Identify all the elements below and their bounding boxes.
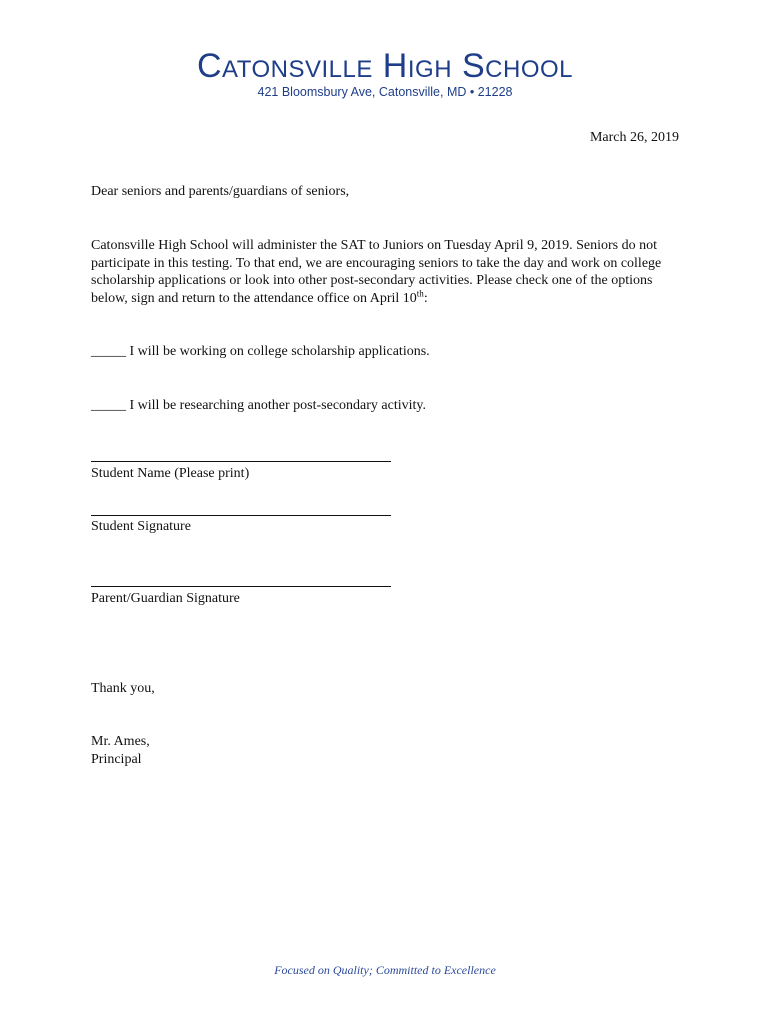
- option-post-secondary: _____ I will be researching another post-secondary activity.: [91, 398, 426, 413]
- parent-signature-label: Parent/Guardian Signature: [91, 591, 240, 606]
- closing: Thank you,: [91, 681, 155, 696]
- student-name-label: Student Name (Please print): [91, 466, 250, 481]
- letter-date: March 26, 2019: [589, 130, 679, 145]
- body-paragraph: [91, 237, 681, 307]
- school-name-heading: Catonsville High School: [196, 47, 574, 85]
- school-address: 421 Bloomsbury Ave, Catonsville, MD • 21228: [257, 85, 513, 99]
- signer-title: Principal: [91, 752, 142, 767]
- date-suffix: th: [416, 287, 424, 298]
- signer-name: Mr. Ames,: [91, 734, 150, 749]
- body-end: :: [423, 290, 428, 306]
- footer-motto: Focused on Quality; Committed to Excellence: [274, 963, 496, 977]
- parent-signature-line: [91, 586, 391, 587]
- student-signature-line: [91, 515, 391, 516]
- option-scholarship: _____ I will be working on college scholarship applications.: [91, 344, 430, 359]
- student-name-line: [91, 461, 391, 462]
- body-text: Catonsville High School will administer the SAT to Juniors on Tuesday April 9, 2019. Seniors do not participate in this testing. To that end, we are encouraging seniors to take the day and work on college scholarship applications or look into other post-secondary activities. Please check one of the options below, sign and return to the attendance office on April 10: [91, 238, 662, 306]
- salutation: Dear seniors and parents/guardians of seniors,: [91, 184, 350, 199]
- student-signature-label: Student Signature: [91, 519, 191, 534]
